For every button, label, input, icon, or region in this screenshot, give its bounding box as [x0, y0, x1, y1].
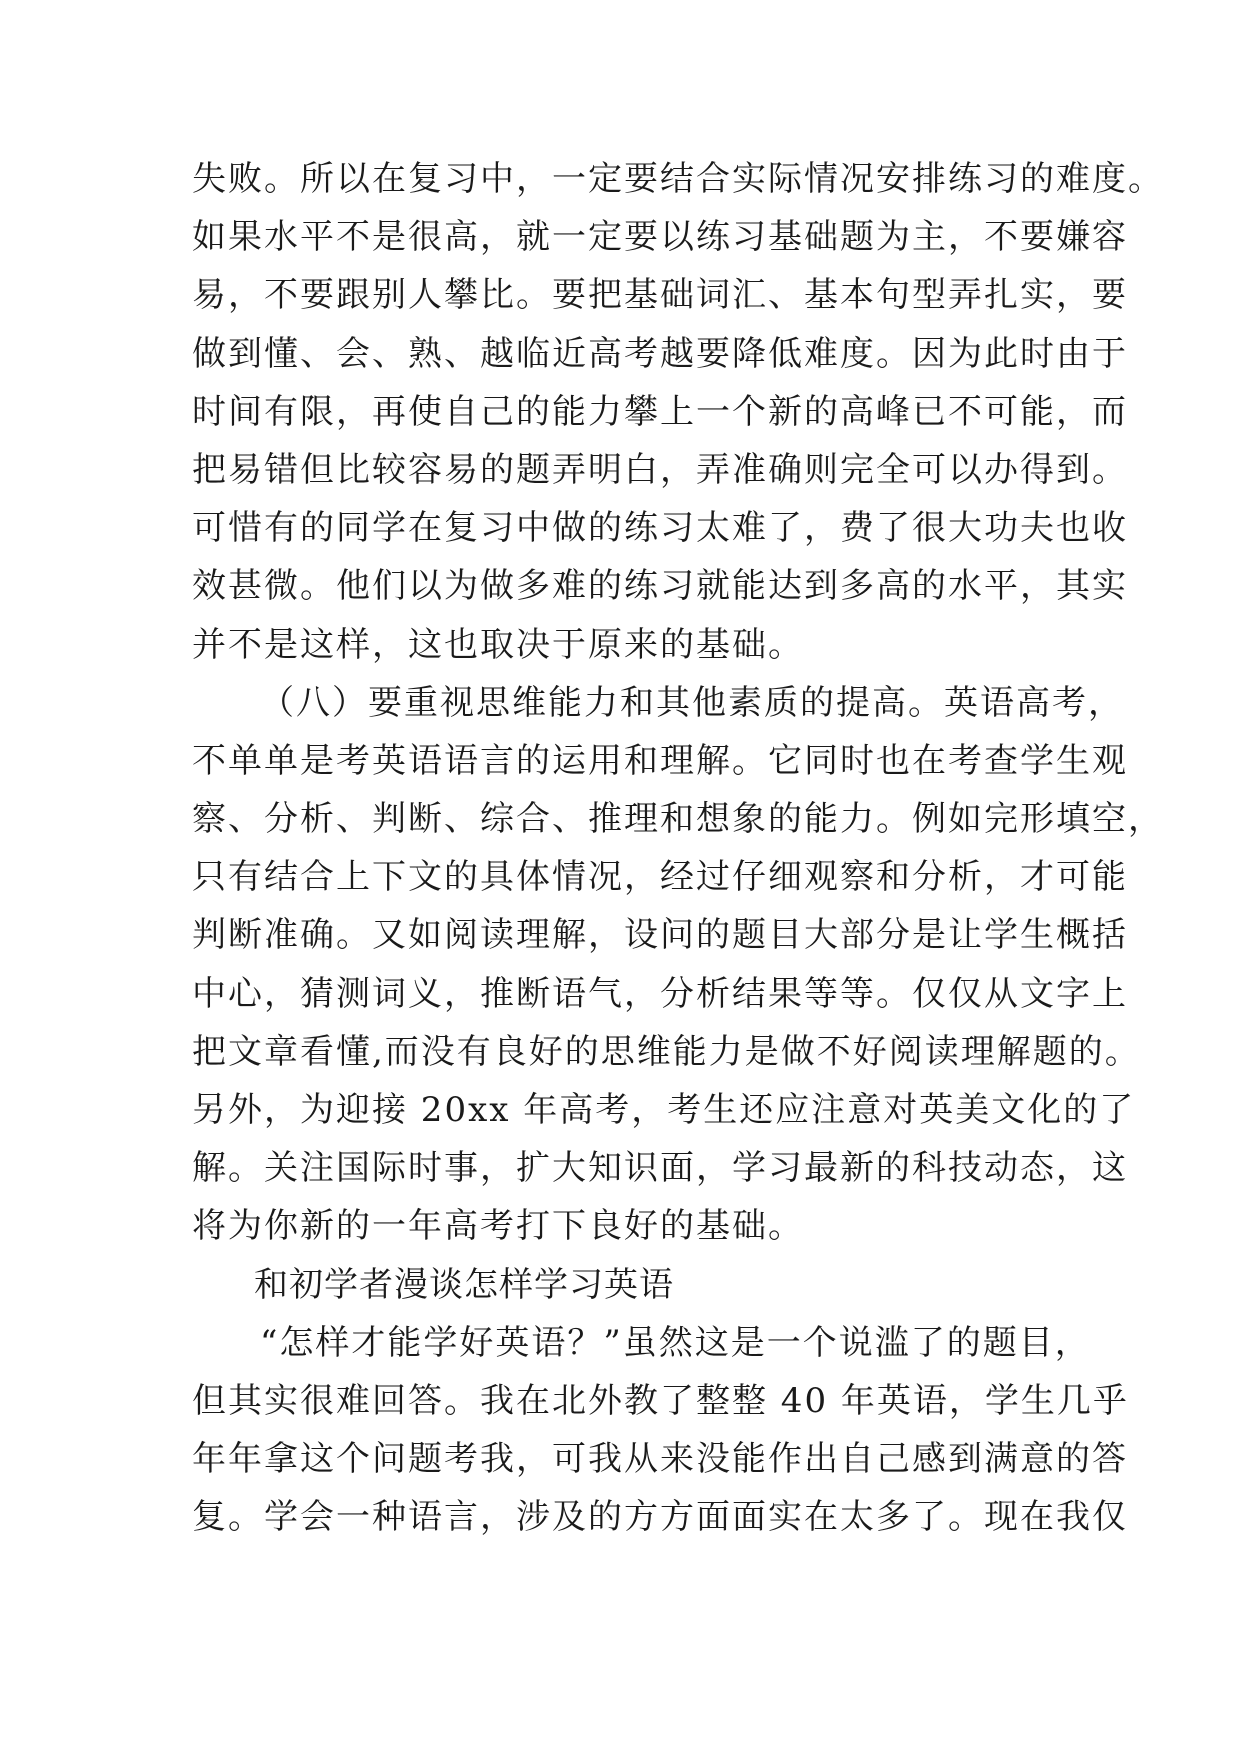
- text-line: 可惜有的同学在复习中做的练习太难了，费了很大功夫也收: [192, 508, 1128, 549]
- text-line: 中心，猜测词义，推断语气，分析结果等等。仅仅从文字上: [192, 973, 1128, 1014]
- text-line: 但其实很难回答。我在北外教了整整 40 年英语，学生几乎: [192, 1380, 1129, 1421]
- section-heading: 和初学者漫谈怎样学习英语: [254, 1264, 674, 1305]
- text-line: 如果水平不是很高，就一定要以练习基础题为主，不要嫌容: [192, 217, 1128, 258]
- paragraph-start-line: （八）要重视思维能力和其他素质的提高。英语高考，: [260, 682, 1124, 723]
- text-line: 解。关注国际时事，扩大知识面，学习最新的科技动态，这: [192, 1148, 1128, 1189]
- text-line: 复。学会一种语言，涉及的方方面面实在太多了。现在我仅: [192, 1497, 1128, 1538]
- text-line: 把文章看懂,而没有良好的思维能力是做不好阅读理解题的。: [192, 1031, 1141, 1072]
- text-line: 另外，为迎接 20xx 年高考，考生还应注意对英美文化的了: [192, 1090, 1136, 1130]
- text-line: 并不是这样，这也取决于原来的基础。: [192, 624, 804, 665]
- body-text: [192, 150, 1164, 1547]
- text-line: 做到懂、会、熟、越临近高考越要降低难度。因为此时由于: [192, 333, 1128, 374]
- text-line: 判断准确。又如阅读理解，设问的题目大部分是让学生概括: [192, 915, 1128, 956]
- text-line: 易，不要跟别人攀比。要把基础词汇、基本句型弄扎实，要: [192, 275, 1128, 316]
- text-line: 将为你新的一年高考打下良好的基础。: [192, 1206, 804, 1247]
- text-line: 时间有限，再使自己的能力攀上一个新的高峰已不可能，而: [192, 391, 1128, 432]
- text-line: 失败。所以在复习中，一定要结合实际情况安排练习的难度。: [192, 159, 1164, 199]
- text-line: 年年拿这个问题考我，可我从来没能作出自己感到满意的答: [192, 1439, 1128, 1480]
- text-line: 只有结合上下文的具体情况，经过仔细观察和分析，才可能: [192, 857, 1128, 898]
- text-line: 把易错但比较容易的题弄明白，弄准确则完全可以办得到。: [192, 449, 1128, 490]
- text-line: 不单单是考英语语言的运用和理解。它同时也在考查学生观: [192, 740, 1128, 781]
- text-line: 效甚微。他们以为做多难的练习就能达到多高的水平，其实: [192, 566, 1128, 607]
- text-line: 察、分析、判断、综合、推理和想象的能力。例如完形填空，: [192, 799, 1164, 840]
- paragraph-start-line: “怎样才能学好英语？”虽然这是一个说滥了的题目，: [260, 1322, 1091, 1363]
